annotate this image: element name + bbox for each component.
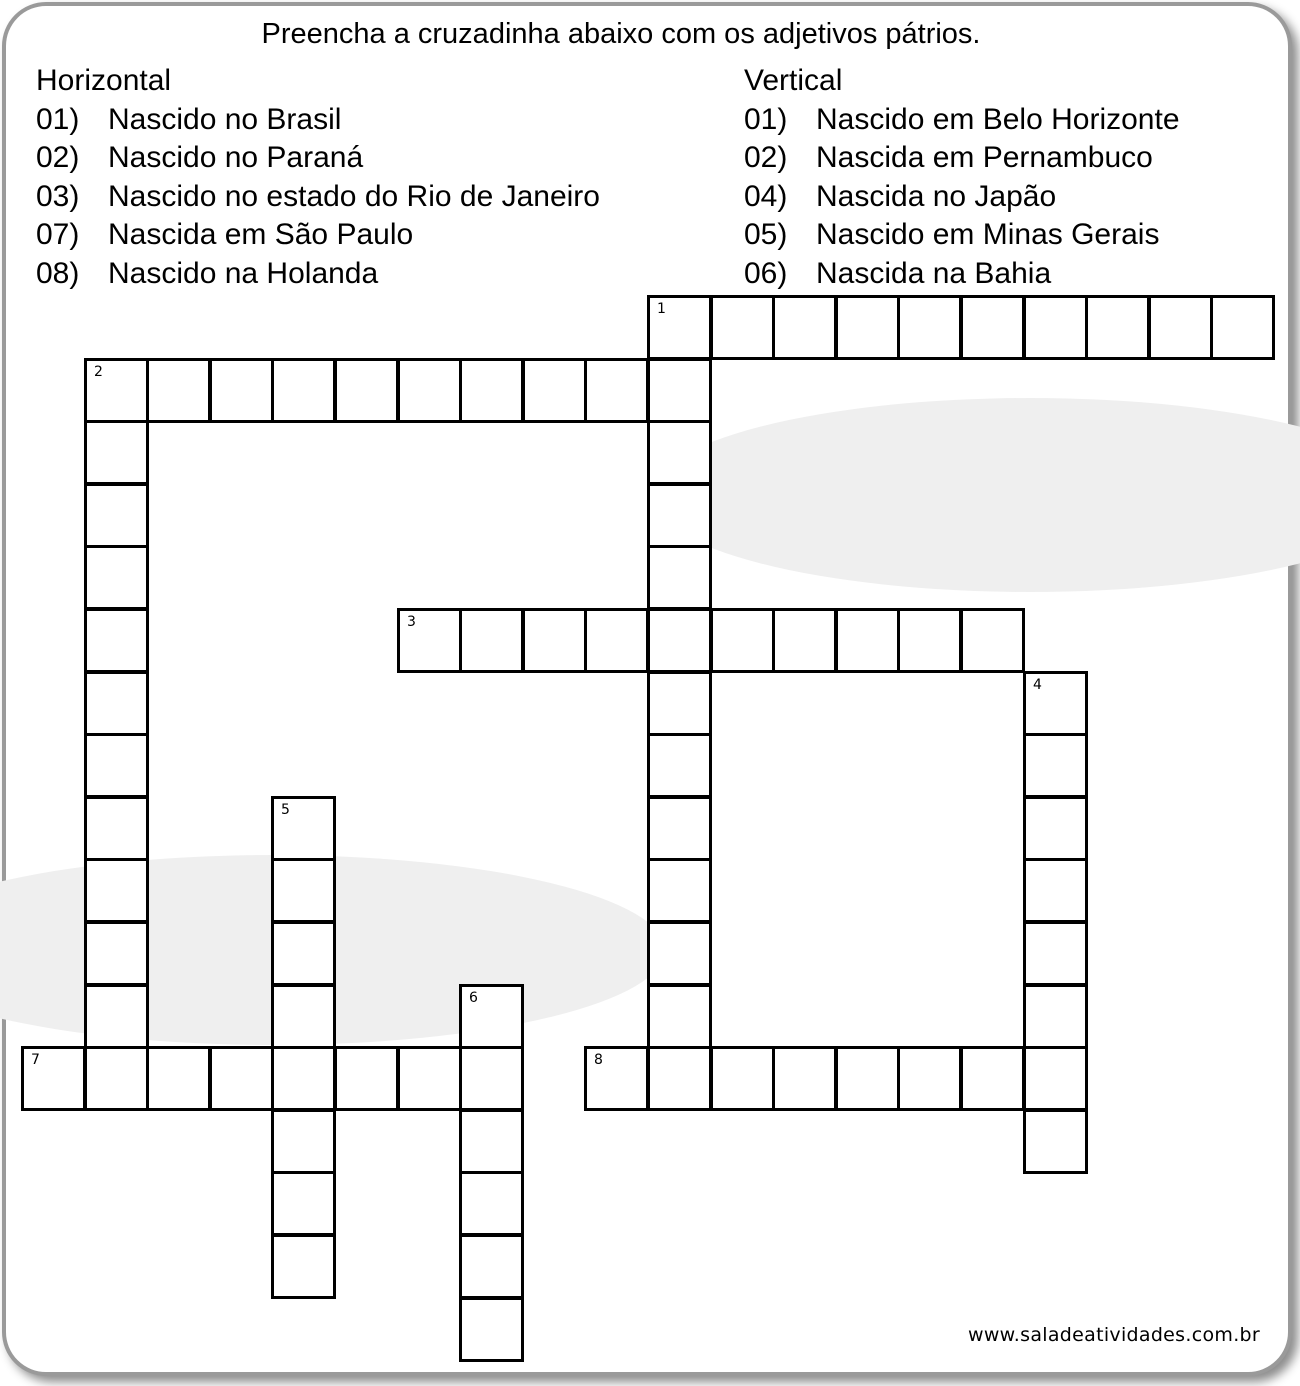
- cell-number: 5: [281, 802, 290, 818]
- crossword-cell[interactable]: [960, 295, 1025, 360]
- crossword-cell[interactable]: [21, 1046, 86, 1111]
- crossword-cell[interactable]: [459, 984, 524, 1049]
- crossword-cell[interactable]: [1023, 921, 1088, 986]
- clue-item: [36, 139, 600, 178]
- crossword-cell[interactable]: [271, 921, 336, 986]
- crossword-cell[interactable]: [772, 1046, 837, 1111]
- crossword-cell[interactable]: [1148, 295, 1213, 360]
- clue-item: [744, 216, 1180, 255]
- site-url: www.saladeatividades.com.br: [968, 1324, 1261, 1346]
- crossword-cell[interactable]: [84, 545, 149, 610]
- cell-number: 1: [657, 301, 666, 317]
- crossword-cell[interactable]: [647, 420, 712, 485]
- crossword-cell[interactable]: [146, 358, 211, 423]
- crossword-cell[interactable]: [835, 1046, 900, 1111]
- crossword-cell[interactable]: [835, 295, 900, 360]
- clue-text: Nascida na Bahia: [816, 256, 1052, 290]
- crossword-cell[interactable]: [271, 358, 336, 423]
- crossword-cell[interactable]: [271, 1046, 336, 1111]
- crossword-cell[interactable]: [647, 483, 712, 548]
- crossword-cell[interactable]: [459, 358, 524, 423]
- clue-number: 01): [744, 102, 788, 136]
- crossword-cell[interactable]: [897, 1046, 962, 1111]
- clue-number: 04): [744, 179, 788, 213]
- crossword-cell[interactable]: [647, 358, 712, 423]
- crossword-cell[interactable]: [271, 1234, 336, 1299]
- clue-text: Nascida no Japão: [816, 179, 1057, 213]
- crossword-cell[interactable]: [84, 608, 149, 673]
- crossword-cell[interactable]: [1023, 295, 1088, 360]
- crossword-cell[interactable]: [1210, 295, 1275, 360]
- crossword-cell[interactable]: [397, 1046, 462, 1111]
- crossword-cell[interactable]: [1023, 858, 1088, 923]
- crossword-cell[interactable]: [772, 608, 837, 673]
- clue-number: 02): [744, 141, 788, 174]
- cell-number: 4: [1033, 677, 1042, 693]
- crossword-cell[interactable]: [647, 545, 712, 610]
- crossword-cell[interactable]: [1023, 671, 1088, 736]
- horizontal-clues: [36, 62, 600, 293]
- crossword-cell[interactable]: [397, 358, 462, 423]
- clue-text: Nascido em Belo Horizonte: [816, 102, 1180, 136]
- crossword-cell[interactable]: [84, 796, 149, 861]
- crossword-cell[interactable]: [647, 921, 712, 986]
- cell-number: 2: [94, 364, 103, 380]
- clue-number: 01): [36, 102, 80, 136]
- cell-number: 6: [469, 990, 478, 1006]
- clue-number: 02): [36, 141, 80, 174]
- crossword-cell[interactable]: [647, 733, 712, 798]
- crossword-cell[interactable]: [397, 608, 462, 673]
- crossword-cell[interactable]: [334, 358, 399, 423]
- clue-number: 08): [36, 256, 80, 290]
- crossword-cell[interactable]: [84, 671, 149, 736]
- crossword-cell[interactable]: [271, 858, 336, 923]
- clue-number: 05): [744, 218, 788, 251]
- crossword-cell[interactable]: [334, 1046, 399, 1111]
- crossword-cell[interactable]: [647, 1046, 712, 1111]
- clue-text: Nascida em Pernambuco: [816, 141, 1153, 174]
- clue-item: [744, 255, 1180, 294]
- clue-item: [36, 178, 600, 217]
- clue-text: Nascido no estado do Rio de Janeiro: [108, 179, 600, 213]
- crossword-cell[interactable]: [84, 420, 149, 485]
- clue-text: Nascido no Brasil: [108, 102, 342, 136]
- crossword-cell[interactable]: [271, 984, 336, 1049]
- crossword-cell[interactable]: [647, 796, 712, 861]
- page-title: Preencha a cruzadinha abaixo com os adjetivos pátrios.: [261, 18, 981, 50]
- crossword-cell[interactable]: [459, 1046, 524, 1111]
- clue-number: 03): [36, 179, 80, 213]
- cell-number: 7: [31, 1052, 40, 1068]
- crossword-cell[interactable]: [772, 295, 837, 360]
- crossword-cell[interactable]: [1023, 1046, 1088, 1111]
- crossword-cell[interactable]: [960, 1046, 1025, 1111]
- crossword-cell[interactable]: [84, 858, 149, 923]
- clue-number: 07): [36, 218, 80, 251]
- clue-item: [744, 178, 1180, 217]
- clue-item: [36, 101, 600, 140]
- clue-item: [36, 255, 600, 294]
- crossword-cell[interactable]: [647, 671, 712, 736]
- vertical-clues: [744, 62, 1180, 293]
- crossword-cell[interactable]: [835, 608, 900, 673]
- crossword-cell[interactable]: [84, 921, 149, 986]
- crossword-cell[interactable]: [522, 608, 587, 673]
- crossword-cell[interactable]: [146, 1046, 211, 1111]
- crossword-cell[interactable]: [84, 483, 149, 548]
- crossword-cell[interactable]: [522, 358, 587, 423]
- crossword-cell[interactable]: [584, 608, 649, 673]
- horizontal-heading: Horizontal: [36, 64, 172, 97]
- crossword-cell[interactable]: [459, 608, 524, 673]
- crossword-cell[interactable]: [1023, 984, 1088, 1049]
- crossword-cell[interactable]: [710, 1046, 775, 1111]
- crossword-cell[interactable]: [647, 608, 712, 673]
- crossword-cell[interactable]: [84, 358, 149, 423]
- crossword-cell[interactable]: [209, 358, 274, 423]
- crossword-cell[interactable]: [1023, 1109, 1088, 1174]
- cell-number: 3: [407, 614, 416, 630]
- crossword-cell[interactable]: [84, 984, 149, 1049]
- crossword-cell[interactable]: [647, 858, 712, 923]
- crossword-cell[interactable]: [271, 1171, 336, 1236]
- cell-number: 8: [594, 1052, 603, 1068]
- crossword-cell[interactable]: [84, 733, 149, 798]
- crossword-cell[interactable]: [897, 608, 962, 673]
- crossword-cell[interactable]: [584, 1046, 649, 1111]
- crossword-cell[interactable]: [271, 796, 336, 861]
- crossword-cell[interactable]: [459, 1171, 524, 1236]
- crossword-cell[interactable]: [459, 1109, 524, 1174]
- crossword-cell[interactable]: [647, 984, 712, 1049]
- crossword-cell[interactable]: [897, 295, 962, 360]
- crossword-cell[interactable]: [209, 1046, 274, 1111]
- clue-item: [744, 101, 1180, 140]
- clue-text: Nascido na Holanda: [108, 256, 379, 290]
- crossword-cell[interactable]: [1023, 733, 1088, 798]
- clue-text: Nascida em São Paulo: [108, 218, 414, 251]
- crossword-cell[interactable]: [459, 1234, 524, 1299]
- clue-number: 06): [744, 256, 788, 290]
- crossword-cell[interactable]: [271, 1109, 336, 1174]
- clue-item: [36, 216, 600, 255]
- crossword-cell[interactable]: [584, 358, 649, 423]
- clue-item: [744, 139, 1180, 178]
- crossword-cell[interactable]: [1085, 295, 1150, 360]
- crossword-cell[interactable]: [647, 295, 712, 360]
- clue-text: Nascido no Paraná: [108, 141, 364, 174]
- crossword-cell[interactable]: [710, 608, 775, 673]
- crossword-cell[interactable]: [84, 1046, 149, 1111]
- crossword-cell[interactable]: [459, 1297, 524, 1362]
- crossword-cell[interactable]: [710, 295, 775, 360]
- vertical-heading: Vertical: [744, 64, 843, 97]
- crossword-cell[interactable]: [960, 608, 1025, 673]
- clue-text: Nascido em Minas Gerais: [816, 218, 1160, 251]
- crossword-cell[interactable]: [1023, 796, 1088, 861]
